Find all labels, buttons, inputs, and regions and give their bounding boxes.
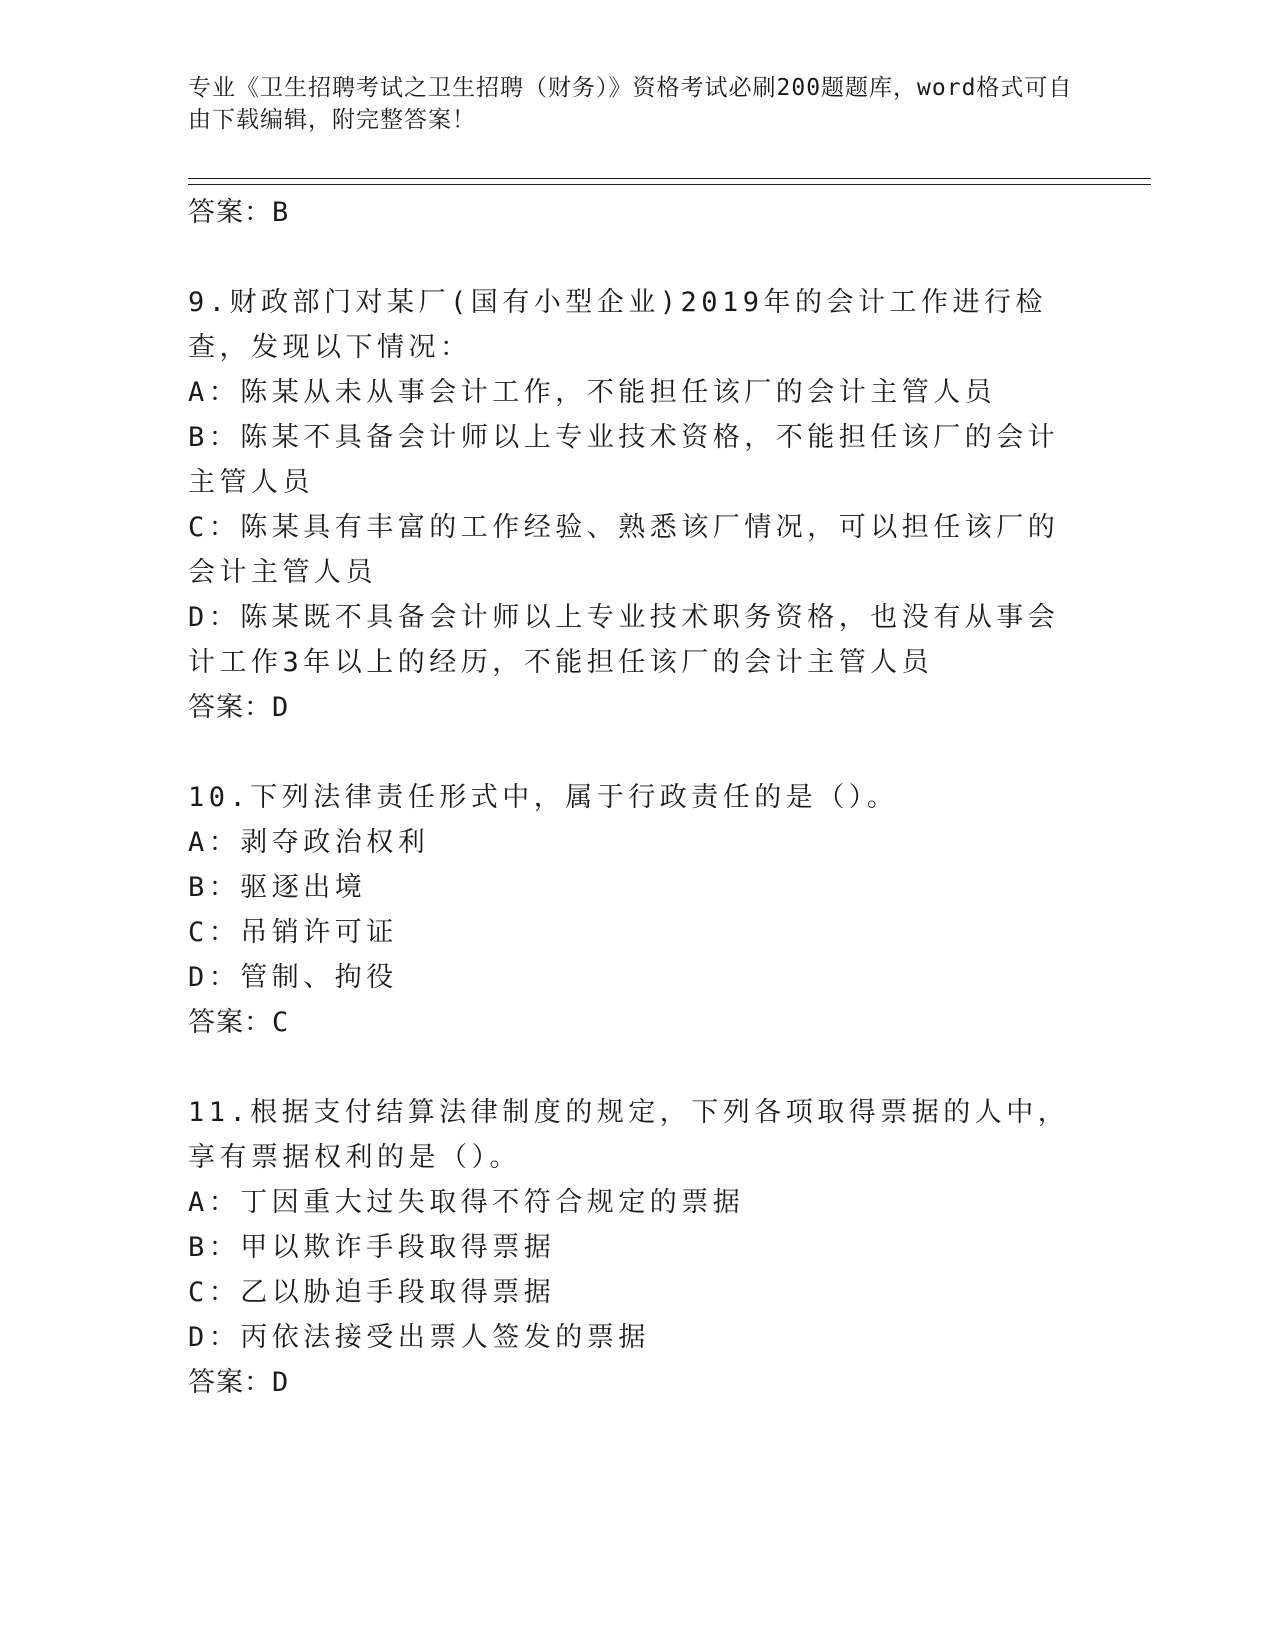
option-d: D：丙依法接受出票人签发的票据 bbox=[188, 1322, 650, 1353]
option-a: A：丁因重大过失取得不符合规定的票据 bbox=[188, 1187, 745, 1218]
previous-answer bbox=[188, 190, 1088, 235]
option-a: A：剥夺政治权利 bbox=[188, 827, 430, 858]
option-c: C：吊销许可证 bbox=[188, 917, 398, 948]
question-list bbox=[188, 190, 1088, 1405]
option-c: C：乙以胁迫手段取得票据 bbox=[188, 1277, 556, 1308]
question-answer bbox=[188, 1000, 1088, 1045]
option-d: D：陈某既不具备会计师以上专业技术职务资格，也没有从事会计工作3年以上的经历，不能担任该厂的会计主管人员 bbox=[188, 602, 1060, 678]
answer-value: B bbox=[272, 197, 290, 228]
answer-prefix: 答案： bbox=[188, 692, 272, 723]
option-b: B：甲以欺诈手段取得票据 bbox=[188, 1232, 556, 1263]
page-header: 专业《卫生招聘考试之卫生招聘（财务）》资格考试必刷200题题库，word格式可自由下载编辑，附完整答案！ bbox=[188, 75, 1073, 133]
question-11 bbox=[188, 1090, 1088, 1405]
question-9 bbox=[188, 280, 1088, 730]
option-b: B：陈某不具备会计师以上专业技术资格，不能担任该厂的会计主管人员 bbox=[188, 422, 1060, 498]
option-a: A：陈某从未从事会计工作，不能担任该厂的会计主管人员 bbox=[188, 377, 997, 408]
option-c: C：陈某具有丰富的工作经验、熟悉该厂情况，可以担任该厂的会计主管人员 bbox=[188, 512, 1060, 588]
answer-value: D bbox=[272, 692, 290, 723]
answer-value: D bbox=[272, 1367, 290, 1398]
answer-prefix: 答案： bbox=[188, 197, 272, 228]
answer-prefix: 答案： bbox=[188, 1007, 272, 1038]
question-stem: 10.下列法律责任形式中，属于行政责任的是（）。 bbox=[188, 782, 899, 813]
question-stem: 9.财政部门对某厂(国有小型企业)2019年的会计工作进行检查，发现以下情况： bbox=[188, 287, 1048, 363]
option-d: D：管制、拘役 bbox=[188, 962, 398, 993]
question-10 bbox=[188, 775, 1088, 1045]
question-answer bbox=[188, 1360, 1088, 1405]
question-stem: 11.根据支付结算法律制度的规定，下列各项取得票据的人中，享有票据权利的是（）。 bbox=[188, 1097, 1070, 1173]
answer-value: C bbox=[272, 1007, 290, 1038]
header-divider bbox=[188, 178, 1151, 185]
question-answer bbox=[188, 685, 1088, 730]
option-b: B：驱逐出境 bbox=[188, 872, 367, 903]
answer-prefix: 答案： bbox=[188, 1367, 272, 1398]
